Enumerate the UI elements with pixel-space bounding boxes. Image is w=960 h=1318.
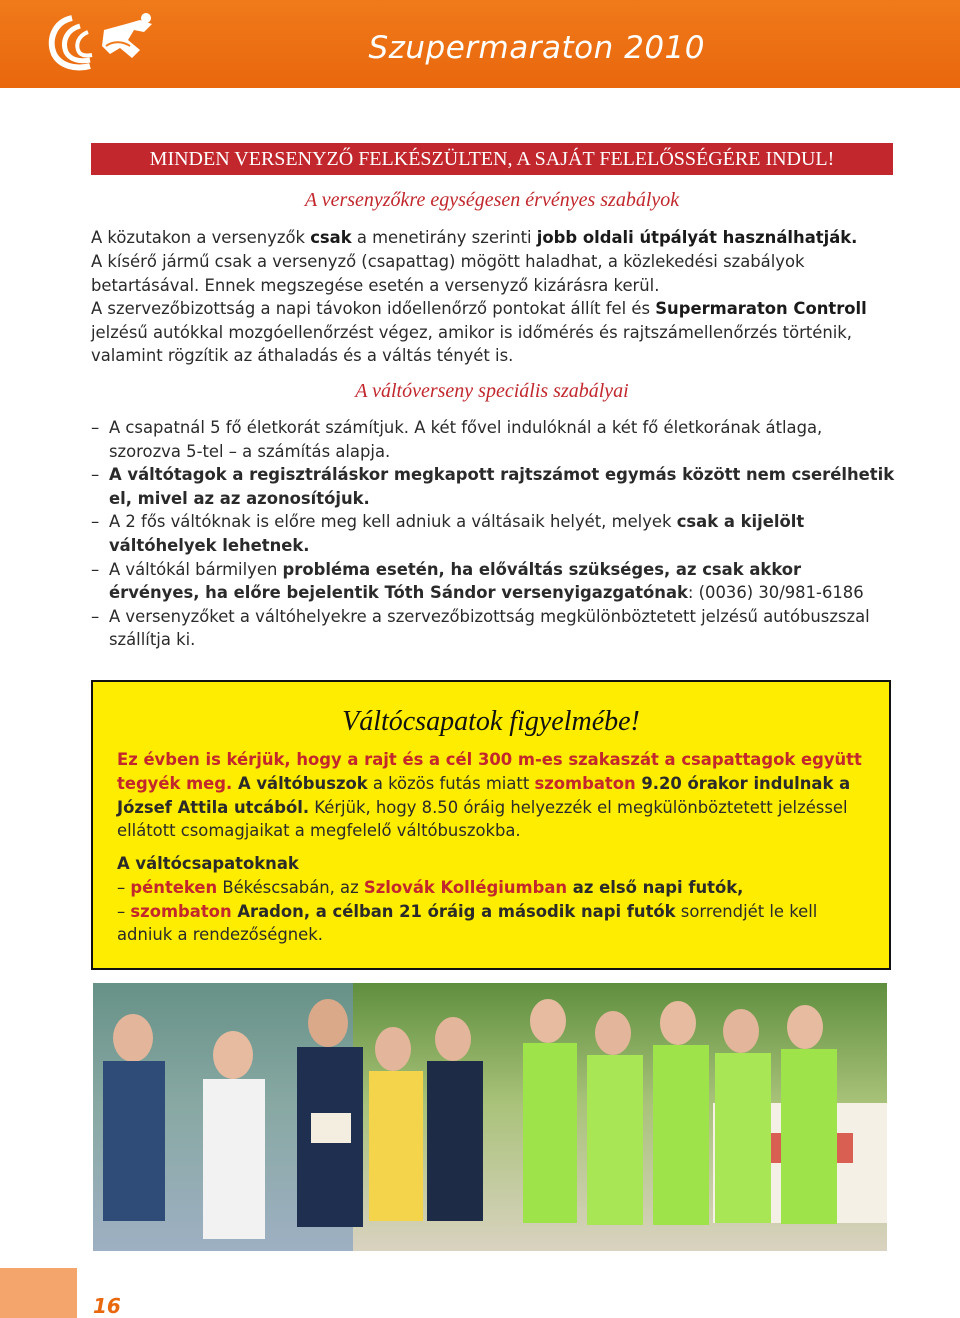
notice-relay-instructions: A váltócsapatoknak – pénteken Békéscsabán, az Szlovák Kollégiumban az első napi futók, – szombaton Aradon, a célban 21 óráig a második napi futók sorrendjét le kell adniuk a rendezőségnek. <box>117 854 818 945</box>
header-title: Szupermaraton 2010 <box>368 30 705 66</box>
notice-title: Váltócsapatok figyelmébe! <box>342 706 640 737</box>
marathon-logo-icon <box>44 10 162 76</box>
relay-team-notice-box <box>91 680 891 970</box>
paragraph-escort-vehicle: A kísérő jármű csak a versenyző (csapattag) mögött haladhat, a közlekedési szabályok betartásával. Ennek megszegése esetén a versenyző kizárásra kerül. <box>91 252 805 295</box>
runners-photo <box>93 983 887 1251</box>
warning-banner: MINDEN VERSENYZŐ FELKÉSZÜLTEN, A SAJÁT FELELŐSSÉGÉRE INDUL! <box>91 143 893 175</box>
section-heading-relay-rules: A váltóverseny speciális szabályai <box>355 380 629 402</box>
list-item: – A váltótagok a regisztráláskor megkapott rajtszámot egymás között nem cserélhetik el, mivel az az azonosítójuk. <box>91 465 895 508</box>
runners-photo-illustration <box>93 983 887 1251</box>
paragraph-checkpoints: A szervezőbizottság a napi távokon időellenőrző pontokat állít fel és Supermaraton Controll jelzésű autókkal mozgóellenőrzést végez, amikor is időmérés és rajtszámellenőrzés történik, valamint rögzítik az áthaladás és a váltás tényét is. <box>91 299 867 366</box>
list-item: – A váltókál bármilyen probléma esetén, ha előváltás szükséges, az csak akkor érvényes, ha előre bejelentik Tóth Sándor versenyigazgatónak: (0036) 30/981-6186 <box>91 559 864 603</box>
relay-rules-list <box>91 416 895 652</box>
list-item: – A versenyzőket a váltóhelyekre a szervezőbizottság megkülönböztetett jelzésű autóbuszszal szállítja ki. <box>91 606 870 650</box>
page-header <box>0 0 960 88</box>
footer-accent-bar <box>0 1268 77 1318</box>
page-number: 16 <box>93 1294 121 1318</box>
section-heading-general-rules: A versenyzőkre egységesen érvényes szabályok <box>304 189 680 211</box>
list-item: – A csapatnál 5 fő életkorát számítjuk. A két fővel indulóknál a két fő életkorának átlaga, szorozva 5-tel – a számítás alapja. <box>91 418 823 461</box>
notice-paragraph: Ez évben is kérjük, hogy a rajt és a cél 300 m-es szakaszát a csapattagok együtt tegyék meg. A váltóbuszok a közös futás miatt szombaton 9.20 órakor indulnak a József Attila utcából. Kérjük, hogy 8.50 óráig helyezzék el megkülönböztetett jelzéssel ellátott csomagjaikat a megfelelő váltóbuszokba. <box>117 750 862 841</box>
list-item: – A 2 fős váltóknak is előre meg kell adniuk a váltásaik helyét, melyek csak a kijelölt váltóhelyek lehetnek. <box>91 512 805 555</box>
paragraph-road-rules: A közutakon a versenyzők csak a menetirány szerinti jobb oldali útpályát használhatják. <box>91 228 858 247</box>
